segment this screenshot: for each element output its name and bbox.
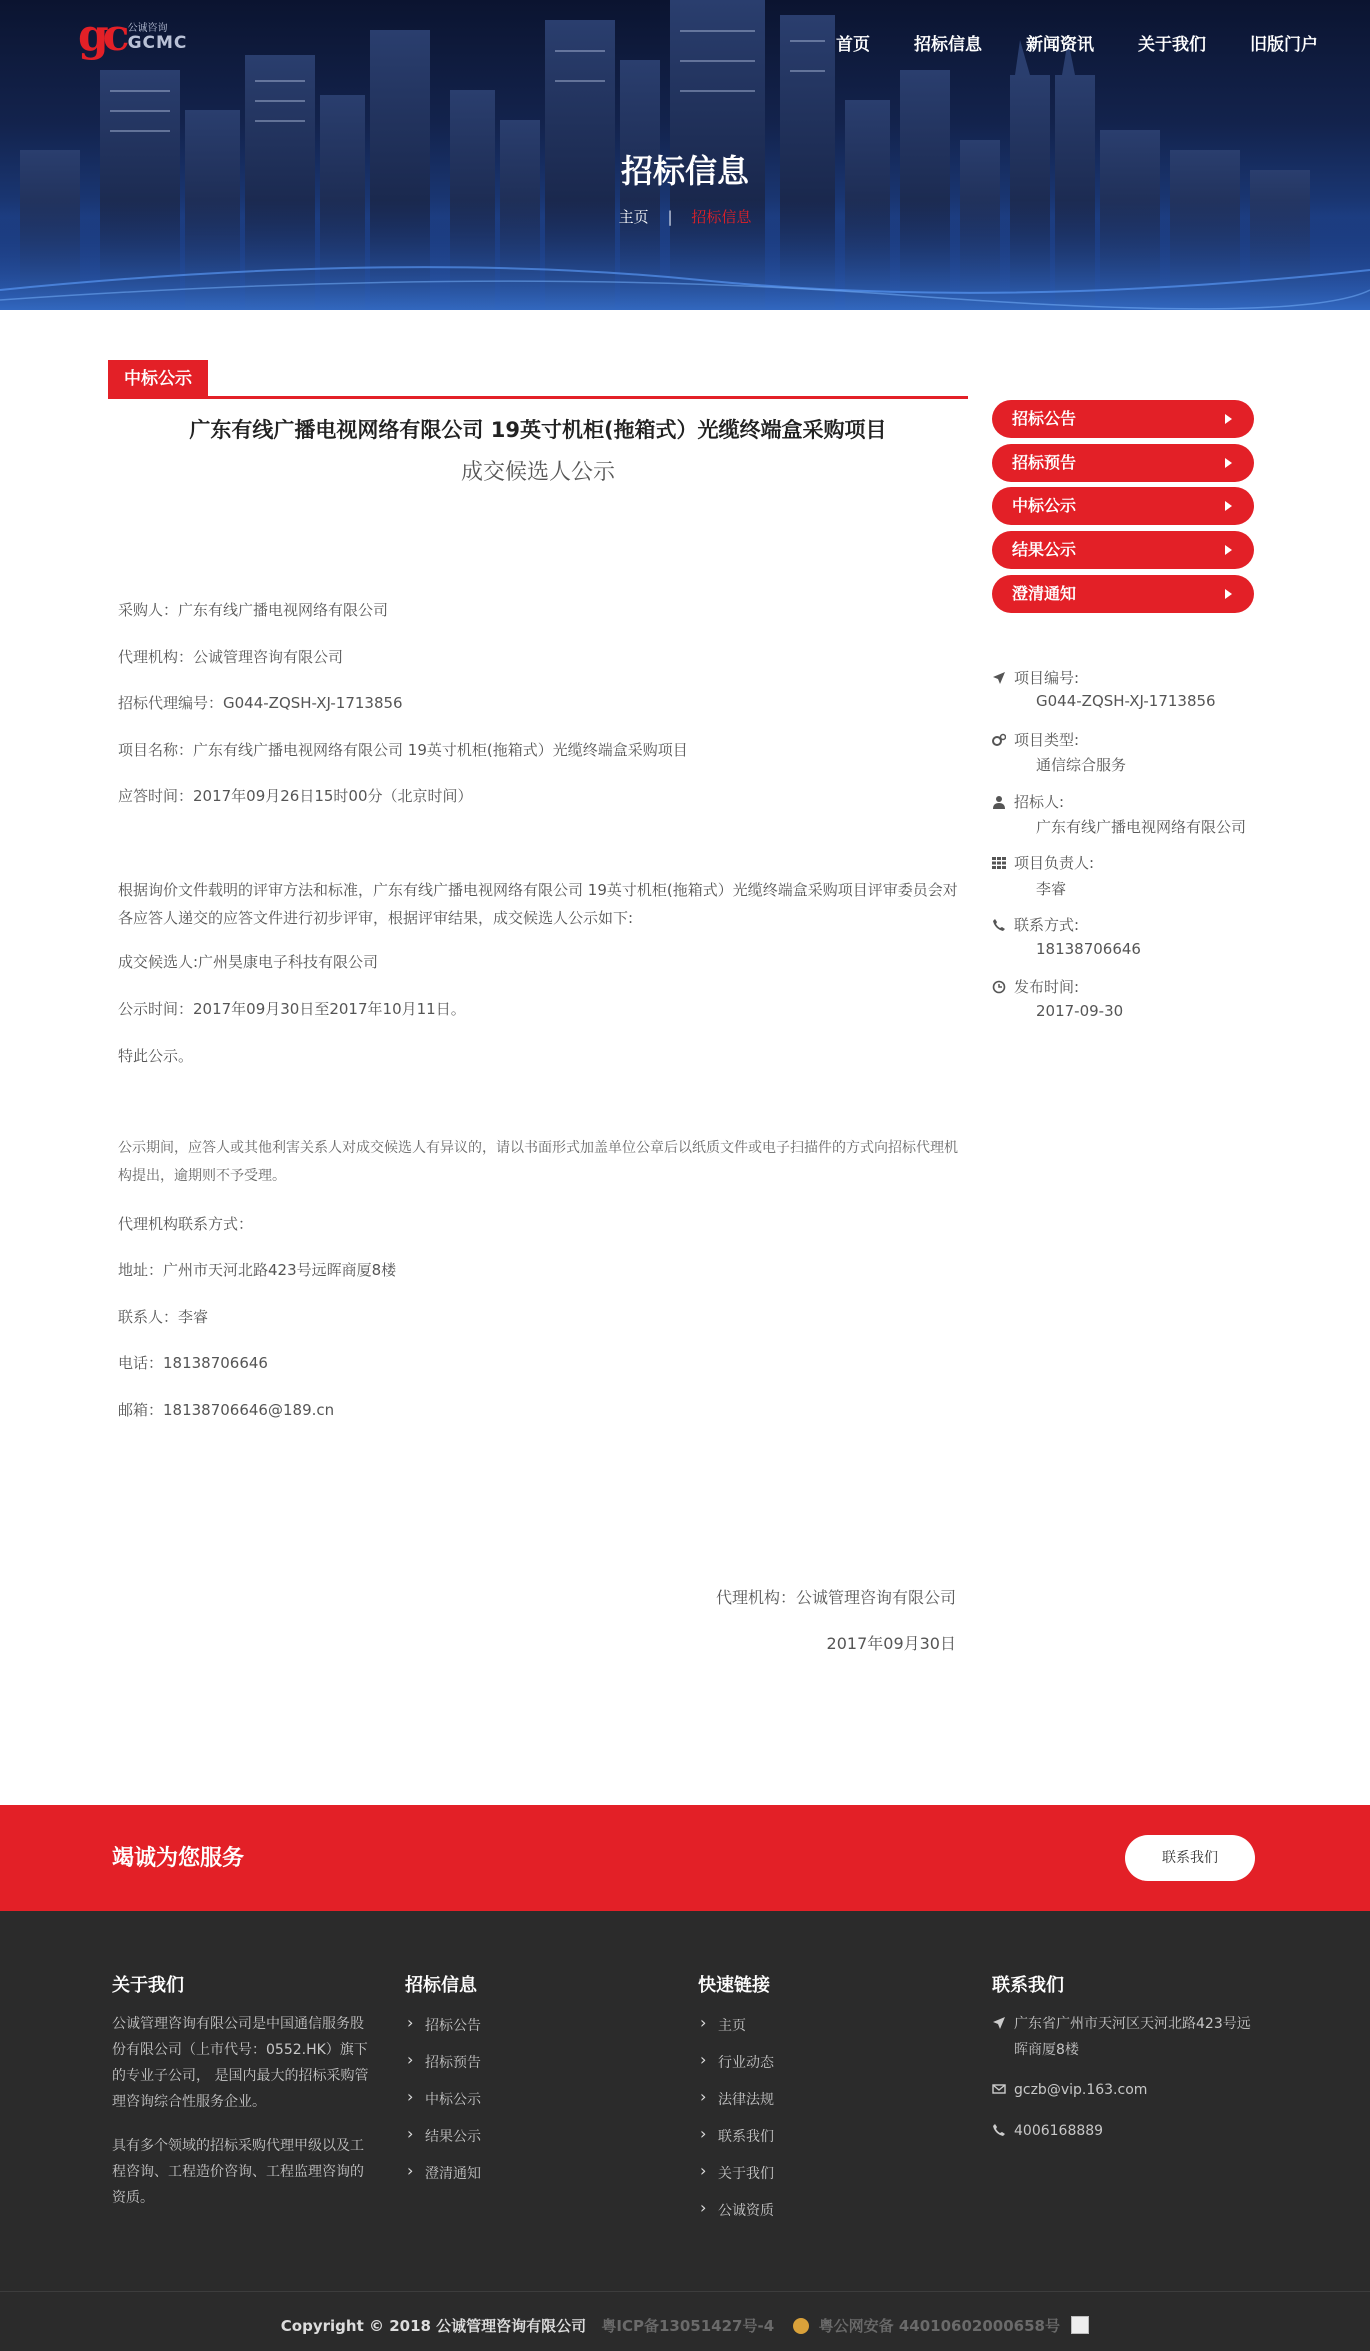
footer-link-qualification[interactable]: › 公诚资质 <box>698 2200 774 2220</box>
footer-link-home[interactable]: › 主页 <box>698 2015 746 2035</box>
footer-link-award-notice[interactable]: › 中标公示 <box>405 2089 481 2109</box>
nav-home[interactable]: 首页 <box>836 35 870 55</box>
logo-en-text: GCMC <box>127 33 188 53</box>
nav-old-portal[interactable]: 旧版门户 <box>1250 35 1318 55</box>
cta-text: 竭诚为您服务 <box>112 1846 245 1871</box>
breadcrumb-home[interactable]: 主页 <box>618 208 649 226</box>
nav-news[interactable]: 新闻资讯 <box>1026 35 1094 55</box>
article-paragraph: 公示时间：2017年09月30日至2017年10月11日。 <box>118 1000 466 1018</box>
article-paragraph: 项目名称：广东有线广播电视网络有限公司 19英寸机柜(拖箱式）光缆终端盒采购项目 <box>118 741 688 759</box>
nav-bidding-info[interactable]: 招标信息 <box>914 35 982 55</box>
info-manager-value: 李睿 <box>1036 880 1067 898</box>
footer <box>0 1911 1370 2351</box>
sidebar-item-bid-announcement[interactable] <box>992 400 1254 438</box>
nav-about[interactable]: 关于我们 <box>1138 35 1206 55</box>
footer-divider <box>0 2291 1370 2292</box>
footer-link-law[interactable]: › 法律法规 <box>698 2089 774 2109</box>
info-tenderer-value: 广东有线广播电视网络有限公司 <box>1036 818 1247 836</box>
footer-link-bid-announcement[interactable]: › 招标公告 <box>405 2015 481 2035</box>
footer-email[interactable]: gczb@vip.163.com <box>992 2077 1147 2103</box>
info-project-type-value: 通信综合服务 <box>1036 756 1127 774</box>
caret-right-icon <box>1225 458 1232 468</box>
police-record-link[interactable]: 粤公网安备 44010602000658号 <box>818 2317 1060 2335</box>
logo-cn-text: 公诚咨询 <box>127 23 168 34</box>
phone-icon <box>992 918 1006 932</box>
article-paragraph: 公示期间，应答人或其他利害关系人对成交候选人有异议的，请以书面形式加盖单位公章后以纸质文件或电子扫描件的方式向招标代理机构提出，逾期则不予受理。 <box>118 1140 958 1184</box>
section-divider <box>108 396 968 399</box>
sidebar-item-label: 中标公示 <box>1012 496 1077 515</box>
main-nav <box>836 30 1318 55</box>
article-paragraph: 应答时间：2017年09月26日15时00分（北京时间） <box>118 787 473 805</box>
sidebar-item-award-notice[interactable] <box>992 487 1254 525</box>
footer-quick-title: 快速链接 <box>698 1975 770 1996</box>
article-paragraph: 特此公示。 <box>118 1047 194 1065</box>
footer-link-bid-preview[interactable]: › 招标预告 <box>405 2052 481 2072</box>
footer-link-contact[interactable]: › 联系我们 <box>698 2126 774 2146</box>
footer-link-about[interactable]: › 关于我们 <box>698 2163 774 2183</box>
info-tenderer-label: 招标人: <box>992 791 1064 812</box>
page-title: 招标信息 <box>620 152 749 190</box>
info-publish-time-value: 2017-09-30 <box>1036 1002 1124 1020</box>
sidebar-item-label: 招标预告 <box>1012 453 1077 472</box>
sidebar-item-clarification[interactable] <box>992 575 1254 613</box>
breadcrumb-separator: | <box>667 208 673 226</box>
article-paragraph: 代理机构联系方式： <box>118 1215 254 1233</box>
article-paragraph: 联系人：李睿 <box>118 1308 209 1326</box>
footer-about-title: 关于我们 <box>112 1975 184 1996</box>
gears-icon <box>992 733 1006 747</box>
logo-mark: gc <box>78 10 124 61</box>
caret-right-icon <box>1225 589 1232 599</box>
article-subtitle: 成交候选人公示 <box>460 460 615 485</box>
article-title: 广东有线广播电视网络有限公司 19英寸机柜(拖箱式）光缆终端盒采购项目 <box>189 418 887 442</box>
article-paragraph: 地址：广州市天河北路423号远晖商厦8楼 <box>118 1261 397 1279</box>
info-contact-value: 18138706646 <box>1036 940 1141 958</box>
site-logo[interactable] <box>78 10 188 61</box>
article-paragraph: 采购人：广东有线广播电视网络有限公司 <box>118 601 389 619</box>
sidebar-item-label: 澄清通知 <box>1012 584 1077 603</box>
footer-about-text: 具有多个领域的招标采购代理甲级以及工程咨询、工程造价咨询、工程监理咨询的资质。 <box>112 2138 364 2206</box>
footer-bidding-title: 招标信息 <box>405 1975 477 1996</box>
police-badge-icon <box>793 2318 809 2334</box>
cta-band <box>0 1805 1370 1911</box>
info-project-number-label: 项目编号: <box>992 667 1079 688</box>
phone-icon <box>992 2123 1006 2137</box>
copyright-bar <box>0 2315 1370 2336</box>
user-icon <box>992 795 1006 809</box>
caret-right-icon <box>1225 501 1232 511</box>
location-arrow-icon <box>992 671 1006 685</box>
article-paragraph: 电话：18138706646 <box>118 1354 268 1372</box>
hero-banner <box>0 0 1370 310</box>
sidebar-item-bid-preview[interactable] <box>992 444 1254 482</box>
icp-link[interactable]: 粤ICP备13051427号-4 <box>601 2317 775 2335</box>
clock-icon <box>992 980 1006 994</box>
sidebar-item-label: 结果公示 <box>1012 540 1077 559</box>
signature-date: 2017年09月30日 <box>826 1634 956 1653</box>
copyright-text: Copyright © 2018 公诚管理咨询有限公司 <box>280 2317 587 2335</box>
info-contact-label: 联系方式: <box>992 914 1079 935</box>
footer-link-clarification[interactable]: › 澄清通知 <box>405 2163 481 2183</box>
info-project-type-label: 项目类型: <box>992 729 1079 750</box>
info-manager-label: 项目负责人: <box>992 852 1094 873</box>
signature-agency: 代理机构：公诚管理咨询有限公司 <box>715 1588 956 1607</box>
footer-address: 广东省广州市天河区天河北路423号远晖商厦8楼 <box>992 2011 1262 2063</box>
breadcrumb-current: 招标信息 <box>691 208 752 226</box>
footer-about-text: 公诚管理咨询有限公司是中国通信服务股份有限公司（上市代号：0552.HK）旗下的专业子公司， 是国内最大的招标采购管理咨询综合性服务企业。 <box>112 2016 369 2110</box>
location-arrow-icon <box>992 2016 1006 2030</box>
info-project-number-value: G044-ZQSH-XJ-1713856 <box>1036 692 1216 710</box>
footer-link-industry[interactable]: › 行业动态 <box>698 2052 774 2072</box>
footer-phone: 4006168889 <box>992 2118 1103 2144</box>
footer-contact-title: 联系我们 <box>992 1975 1064 1996</box>
footer-link-result-notice[interactable]: › 结果公示 <box>405 2126 481 2146</box>
article-paragraph: 成交候选人:广州昊康电子科技有限公司 <box>118 953 379 971</box>
sidebar-item-label: 招标公告 <box>1012 409 1077 428</box>
envelope-icon <box>992 2082 1006 2096</box>
section-tab: 中标公示 <box>108 360 208 398</box>
caret-right-icon <box>1225 545 1232 555</box>
sidebar-item-result-notice[interactable] <box>992 531 1254 569</box>
article-paragraph: 招标代理编号：G044-ZQSH-XJ-1713856 <box>118 694 403 712</box>
grid-icon <box>992 856 1006 870</box>
info-publish-time-label: 发布时间: <box>992 976 1079 997</box>
article-paragraph: 邮箱：18138706646@189.cn <box>118 1401 335 1419</box>
caret-right-icon <box>1225 414 1232 424</box>
site-verify-icon[interactable] <box>1071 2316 1089 2334</box>
article-paragraph: 根据询价文件载明的评审方法和标准，广东有线广播电视网络有限公司 19英寸机柜(拖箱式）光缆终端盒采购项目评审委员会对各应答人递交的应答文件进行初步评审，根据评审结果，成交候选人公示如下: <box>118 881 958 927</box>
breadcrumb <box>0 206 1370 227</box>
contact-us-button[interactable]: 联系我们 <box>1125 1835 1255 1881</box>
article-paragraph: 代理机构：公诚管理咨询有限公司 <box>118 648 344 666</box>
